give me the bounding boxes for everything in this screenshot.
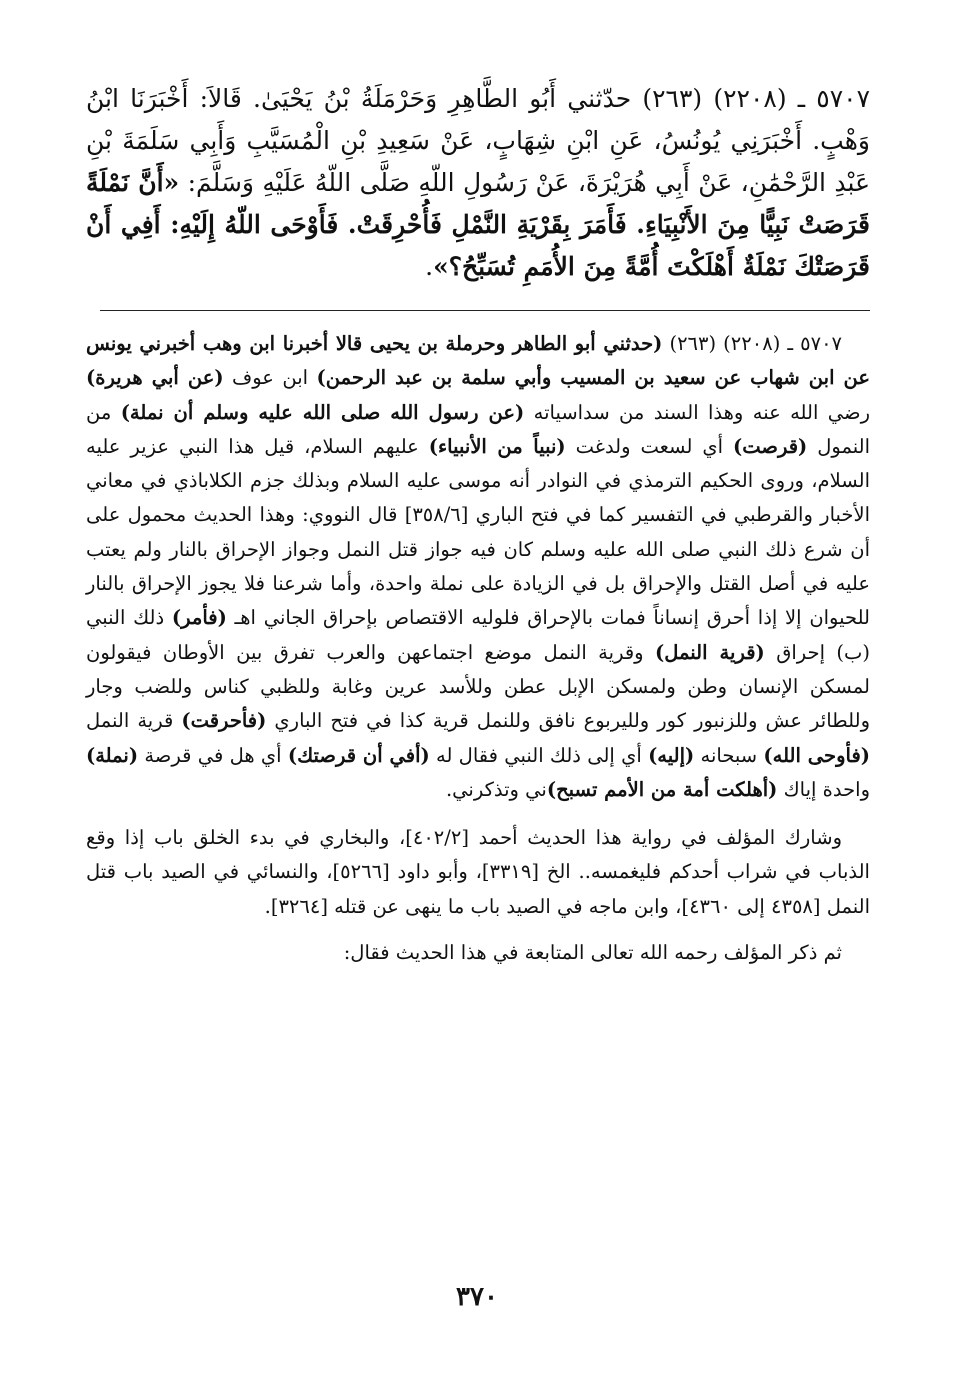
- commentary-text: ني وتذكرني.: [445, 777, 547, 801]
- quoted-phrase: (نبياً من الأنبياء): [428, 434, 566, 458]
- commentary-text: أي إلى ذلك النبي فقال له: [429, 743, 649, 767]
- commentary-text: وقرية النمل موضع اجتماعهن والعرب تفرق بين الأوطان فيقولون لمسكن الإنسان وطن ولمسكن الإبل عطن وللأسد عرين وغابة وللظبي كناس وللضب وجار وللطائر عش وللزنبور كور ولليربوع نافق وللنمل قرية كذا في فتح الباري: [86, 640, 870, 733]
- commentary-text: ذلك النبي (ب) إحراق: [86, 606, 871, 664]
- page-number: ٣٧٠: [456, 1282, 498, 1312]
- commentary-paragraph-1: [86, 327, 870, 807]
- quoted-phrase: (نملة): [86, 743, 139, 767]
- footnote-separator: [100, 310, 870, 311]
- commentary-text: سبحانه: [694, 743, 764, 767]
- quoted-phrase: (حدثني أبو الطاهر وحرملة بن يحيى قالا أخبرنا ابن وهب أخبرني يونس عن ابن شهاب عن سعيد بن المسيب وأبي سلمة بن عبد الرحمن): [86, 332, 870, 390]
- hadith-matn: «أَنَّ نَمْلَةً قَرَصَتْ نَبِيًّا مِنَ الأَنْبِيَاءِ. فَأَمَرَ بِقَرْيَةِ النَّمْلِ فَأُحْرِقَتْ. فَأَوْحَى اللّهُ إِلَيْهِ: أَفِي أَنْ قَرَصَتْكَ نَمْلَةٌ أَهْلَكْتَ أُمَّةً مِنَ الأُمَمِ تُسَبِّحُ؟»: [86, 168, 870, 281]
- quoted-phrase: (فأمر): [171, 606, 227, 630]
- commentary-text: أي هل في قرصة: [138, 743, 288, 767]
- hadith-text: [86, 78, 870, 288]
- quoted-phrase: (إليه): [648, 743, 695, 767]
- quoted-phrase: (عن رسول الله صلى الله عليه وسلم أن نملة): [120, 400, 525, 424]
- page-content: [86, 78, 870, 970]
- commentary-text: أي لسعت ولدغت: [565, 434, 734, 458]
- commentary-text: قرية النمل: [86, 709, 182, 733]
- quoted-phrase: (فأحرقت): [181, 709, 267, 733]
- quoted-phrase: (أفي أن قرصتك): [287, 743, 430, 767]
- hadith-isnad: ٥٧٠٧ ـ (٢٢٠٨) (٢٦٣) حدّثني أَبُو الطَّاهِرِ وَحَرْمَلَةُ بْنُ يَحْيَىٰ. قَالاَ: أَخْبَرَنَا ابْنُ وَهْبٍ. أَخْبَرَنِي يُونُسُ، عَنِ ابْنِ شِهَابٍ، عَنْ سَعِيدِ بْنِ الْمُسَيَّبِ وَأَبِي سَلَمَةَ بْنِ عَبْدِ الرَّحْمَٰنِ، عَنْ أَبِي هُرَيْرَةَ، عَنْ رَسُولِ اللّهِ صَلَّى اللّهُ عَلَيْهِ وَسَلَّمَ:: [86, 84, 870, 197]
- commentary-paragraph-2: وشارك المؤلف في رواية هذا الحديث أحمد [٤٠٢/٢]، والبخاري في بدء الخلق باب إذا وقع الذباب في شراب أحدكم فليغمسه.. الخ [٣٣١٩]، وأبو داود [٥٢٦٦]، والنسائي في الصيد باب قتل النمل [٤٣٥٨ إلى ٤٣٦٠]، وابن ماجه في الصيد باب ما ينهى عن قتله [٣٢٦٤].: [86, 826, 870, 918]
- commentary-text: عليهم السلام، قيل هذا النبي عزير عليه السلام، وروى الحكيم الترمذي في النوادر أنه موسى عليه السلام وبذلك جزم الكلاباذي في معاني الأخبار والقرطبي في التفسير كما في فتح الباري [٣٥٨/٦] قال النووي: وهذا الحديث محمول على أن شرع ذلك النبي صلى الله عليه وسلم كان فيه جواز قتل النمل وجواز الإحراق بالنار ولم يعتب عليه في أصل القتل والإحراق بل في الزيادة على نملة واحدة، وأما شرعنا فلا يجوز الإحراق بالنار للحيوان إلا إذا أحرق إنساناً فمات بالإحراق فلوليه الاقتصاص بإحراق الجاني اهـ: [86, 434, 870, 630]
- commentary-text: من النمول: [86, 400, 870, 458]
- quoted-phrase: (قرية النمل): [655, 640, 765, 664]
- commentary-paragraph-3: ثم ذكر المؤلف رحمه الله تعالى المتابعة في هذا الحديث فقال:: [343, 941, 842, 965]
- commentary-text: ٥٧٠٧ ـ (٢٢٠٨) (٢٦٣): [662, 332, 843, 355]
- quoted-phrase: (عن أبي هريرة): [86, 366, 224, 390]
- hadith-end: .: [425, 252, 434, 281]
- commentary-text: واحدة إياك: [777, 777, 870, 801]
- commentary-text: ابن عوف: [223, 366, 317, 390]
- quoted-phrase: (فأوحى الله): [763, 743, 870, 767]
- commentary-text: رضي الله عنه وهذا السند من سداسياته: [524, 400, 870, 424]
- commentary: [86, 327, 870, 970]
- quoted-phrase: (قرصت): [733, 434, 808, 458]
- quoted-phrase: (أهلكت أمة من الأمم تسبح): [546, 777, 778, 801]
